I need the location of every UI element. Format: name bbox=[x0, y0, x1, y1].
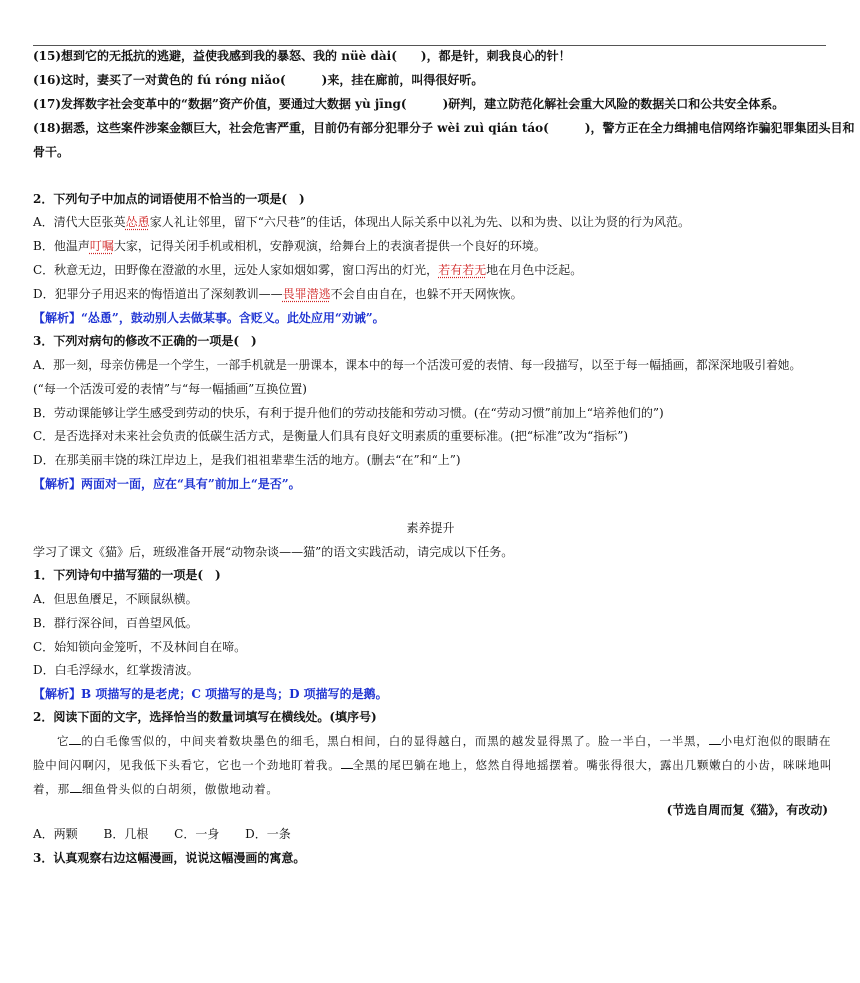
item-16: (16)这时，妻买了一对黄色的 fú róng niǎo( )来，挂在廊前，叫得很好听。 bbox=[33, 73, 484, 87]
passage-line-1: 它 的白毛像雪似的，中间夹着数块墨色的细毛，黑白相间，白的显得越白，而黑的越发显得黑了。脸一半白，一半黑， 小电灯泡似的眼睛在 bbox=[57, 734, 832, 748]
passage-line-3: 着，那 细鱼骨头似的白胡须，傲傲地动着。 bbox=[33, 782, 279, 796]
s1-option-c: C．始知锁向金笼听，不及林间自在啼。 bbox=[33, 640, 247, 654]
q3-option-a-line1: A．那一刻，母亲仿佛是一个学生，一部手机就是一册课本，课本中的每一个活泼可爱的表情、每一段描写，以至于每一幅插画，都深深地吸引着她。 bbox=[33, 358, 802, 372]
section-intro: 学习了课文《猫》后，班级准备开展“动物杂谈——猫”的语文实践活动，请完成以下任务。 bbox=[33, 545, 514, 559]
fill-blank bbox=[70, 781, 82, 793]
q3-option-c: C．是否选择对未来社会负责的低碳生活方式，是衡量人们具有良好文明素质的重要标准。(把“标准”改为“指标”) bbox=[33, 429, 629, 443]
q3-analysis: 【解析】两面对一面，应在“具有”前加上“是否”。 bbox=[33, 477, 301, 491]
s1-option-b: B．群行深谷间，百兽望风低。 bbox=[33, 616, 198, 630]
passage-source: (节选自周而复《猫》，有改动) bbox=[666, 803, 828, 817]
q3-stem: 3．下列对病句的修改不正确的一项是( ) bbox=[33, 334, 257, 348]
s2-option-b: B．几根 bbox=[103, 827, 149, 841]
item-18-line1: (18)据悉，这些案件涉案金额巨大，社会危害严重，目前仍有部分犯罪分子 wèi zuì qián táo( )，警方正在全力缉捕电信网络诈骗犯罪集团头目和 bbox=[33, 121, 855, 135]
dotted-word: 若有若无 bbox=[438, 263, 487, 277]
q2-stem: 2．下列句子中加点的词语使用不恰当的一项是( ) bbox=[33, 192, 305, 206]
s2-options bbox=[33, 826, 828, 842]
q2-option-c: C．秋意无边，田野像在澄澈的水里，远处人家如烟如雾，窗口泻出的灯光，若有若无地在月色中泛起。 bbox=[33, 263, 583, 277]
item-15: (15)想到它的无抵抗的逃避，益使我感到我的暴怒、我的 nüè dài( )，都是针，刺我良心的针！ bbox=[33, 49, 571, 63]
fill-blank bbox=[709, 733, 721, 745]
header-rule bbox=[33, 45, 826, 46]
q3-option-b: B．劳动课能够让学生感受到劳动的快乐，有利于提升他们的劳动技能和劳动习惯。(在“劳动习惯”前加上“培养他们的”) bbox=[33, 406, 664, 420]
item-17: (17)发挥数字社会变革中的“数据”资产价值，要通过大数据 yù jīng( )研判，建立防范化解社会重大风险的数据关口和公共安全体系。 bbox=[33, 97, 785, 111]
dotted-word: 畏罪潜逃 bbox=[282, 287, 331, 301]
q2-option-a: A．清代大臣张英怂恿家人礼让邻里，留下“六尺巷”的佳话，体现出人际关系中以礼为先、以和为贵、以让为贤的行为风范。 bbox=[33, 215, 690, 229]
dotted-word: 怂恿 bbox=[125, 215, 150, 229]
dotted-word: 叮嘱 bbox=[89, 239, 114, 253]
q3-option-d: D．在那美丽丰饶的珠江岸边上，是我们祖祖辈辈生活的地方。(删去“在”和“上”) bbox=[33, 453, 461, 467]
passage-line-2: 脸中间闪啊闪，见我低下头看它，它也一个劲地盯着我。 全黑的尾巴躺在地上，悠然自得地摇摆着。嘴张得很大，露出几颗嫩白的小齿，咪咪地叫 bbox=[33, 758, 833, 772]
q2-option-b: B．他温声叮嘱大家，记得关闭手机或相机，安静观演，给舞台上的表演者提供一个良好的环境。 bbox=[33, 239, 546, 253]
s2-stem: 2．阅读下面的文字，选择恰当的数量词填写在横线处。(填序号) bbox=[33, 710, 377, 724]
fill-blank bbox=[341, 757, 353, 769]
s2-option-d: D．一条 bbox=[245, 827, 291, 841]
s1-option-d: D．白毛浮绿水，红掌拨清波。 bbox=[33, 663, 199, 677]
s1-analysis: 【解析】B 项描写的是老虎；C 项描写的是鸟；D 项描写的是鹅。 bbox=[33, 687, 388, 701]
q3-option-a-line2: (“每一个活泼可爱的表情”与“每一幅插画”互换位置) bbox=[33, 382, 307, 396]
s2-option-a: A．两颗 bbox=[33, 827, 78, 841]
item-18-line2: 骨干。 bbox=[33, 145, 70, 159]
section-title: 素养提升 bbox=[406, 521, 455, 535]
fill-blank bbox=[69, 733, 81, 745]
s1-option-a: A．但思鱼餍足，不顾鼠纵横。 bbox=[33, 592, 198, 606]
s2-option-c: C．一身 bbox=[174, 827, 220, 841]
s1-stem: 1．下列诗句中描写猫的一项是( ) bbox=[33, 568, 221, 582]
s3-stem: 3．认真观察右边这幅漫画，说说这幅漫画的寓意。 bbox=[33, 851, 306, 865]
q2-option-d: D．犯罪分子用迟来的悔悟道出了深刻教训——畏罪潜逃不会自由自在，也躲不开天网恢恢。 bbox=[33, 287, 523, 301]
q2-analysis: 【解析】“怂恿”，鼓动别人去做某事。含贬义。此处应用“劝诫”。 bbox=[33, 311, 385, 325]
